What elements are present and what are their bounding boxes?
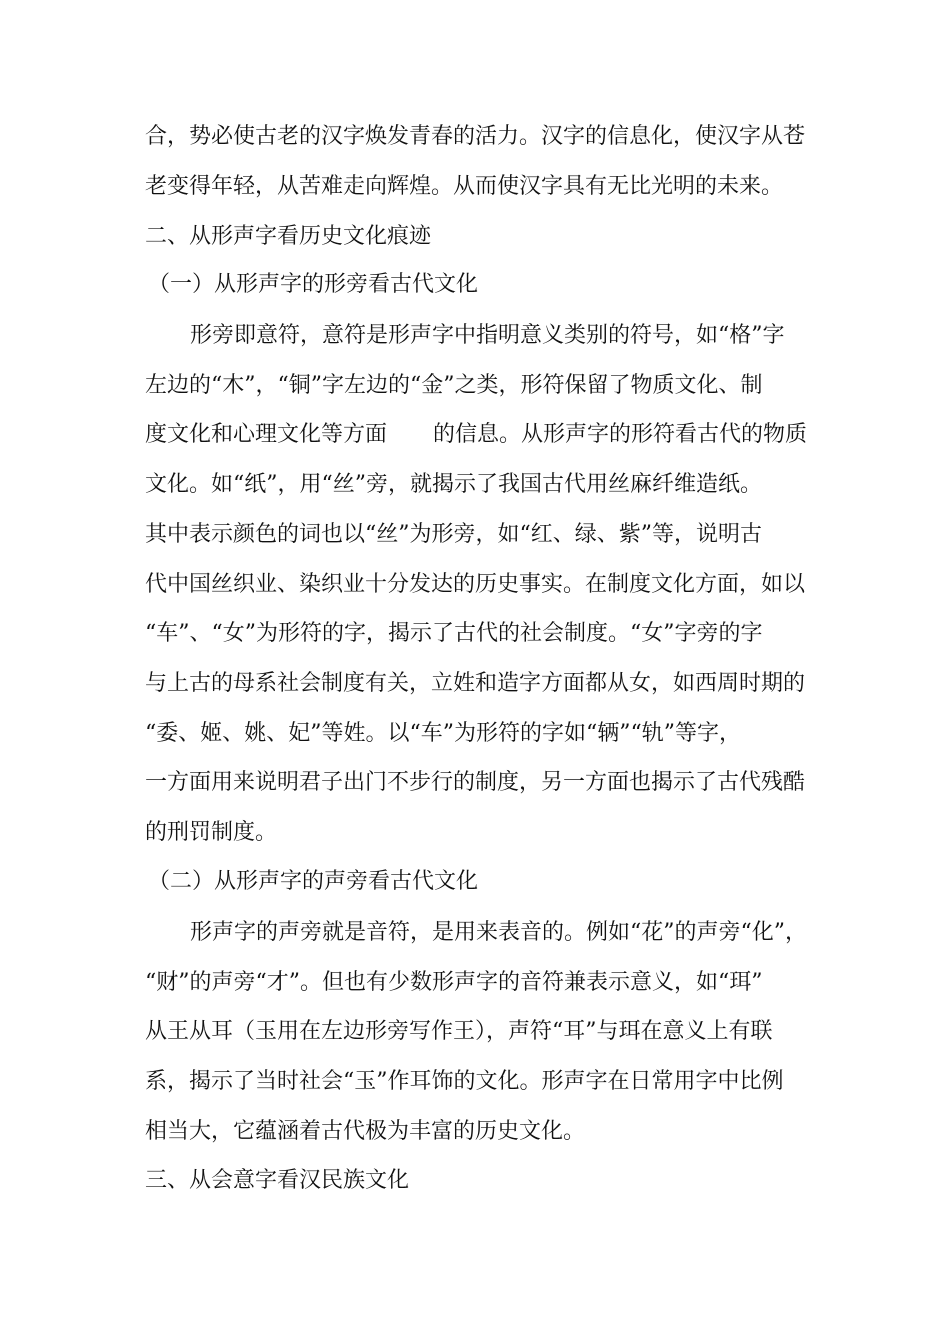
- body-text-line: 从王从耳（玉用在左边形旁写作王），声符“耳”与珥在意义上有联: [145, 1019, 773, 1044]
- subsection-heading: （二）从形声字的声旁看古代文化: [148, 869, 479, 894]
- body-text-line: [145, 420, 815, 450]
- body-text-line: 与上古的母系社会制度有关，立姓和造字方面都从女，如西周时期的: [145, 671, 806, 696]
- body-text-line: “财”的声旁“才”。但也有少数形声字的音符兼表示意义，如“珥”: [145, 970, 763, 995]
- body-text-line: 老变得年轻，从苦难走向辉煌。从而使汉字具有无比光明的未来。: [145, 174, 784, 199]
- body-text-line: “车”、“女”为形符的字，揭示了古代的社会制度。“女”字旁的字: [145, 621, 763, 646]
- subsection-heading: （一）从形声字的形旁看古代文化: [148, 272, 479, 297]
- body-text-line: 其中表示颜色的词也以“丝”为形旁，如“红、绿、紫”等，说明古: [145, 522, 762, 547]
- section-heading: 三、从会意字看汉民族文化: [145, 1168, 410, 1193]
- body-text-line: 代中国丝织业、染织业十分发达的历史事实。在制度文化方面，如以: [145, 572, 806, 597]
- body-text-line: 文化。如“纸”，用“丝”旁，就揭示了我国古代用丝麻纤维造纸。: [145, 472, 762, 497]
- section-heading: 二、从形声字看历史文化痕迹: [145, 224, 432, 249]
- body-text-line: 一方面用来说明君子出门不步行的制度，另一方面也揭示了古代残酷: [145, 770, 806, 795]
- body-text-line: 的刑罚制度。: [145, 820, 278, 845]
- body-text-segment: 度文化和心理文化等方面: [145, 422, 388, 447]
- body-text-line: 形声字的声旁就是音符，是用来表音的。例如“花”的声旁“化”，: [190, 920, 807, 945]
- body-text-line: “委、姬、姚、妃”等姓。以“车”为形符的字如“辆”“轨”等字，: [145, 721, 741, 746]
- body-text-line: 合，势必使古老的汉字焕发青春的活力。汉字的信息化，使汉字从苍: [145, 124, 806, 149]
- body-text-line: 左边的“木”，“铜”字左边的“金”之类，形符保留了物质文化、制: [145, 373, 763, 398]
- body-text-line: 形旁即意符，意符是形声字中指明意义类别的符号，如“格”字: [190, 323, 785, 348]
- body-text-segment: 的信息。从形声字的形符看古代的物质: [433, 422, 808, 447]
- body-text-line: 相当大，它蕴涵着古代极为丰富的历史文化。: [145, 1119, 586, 1144]
- body-text-line: 系，揭示了当时社会“玉”作耳饰的文化。形声字在日常用字中比例: [145, 1069, 784, 1094]
